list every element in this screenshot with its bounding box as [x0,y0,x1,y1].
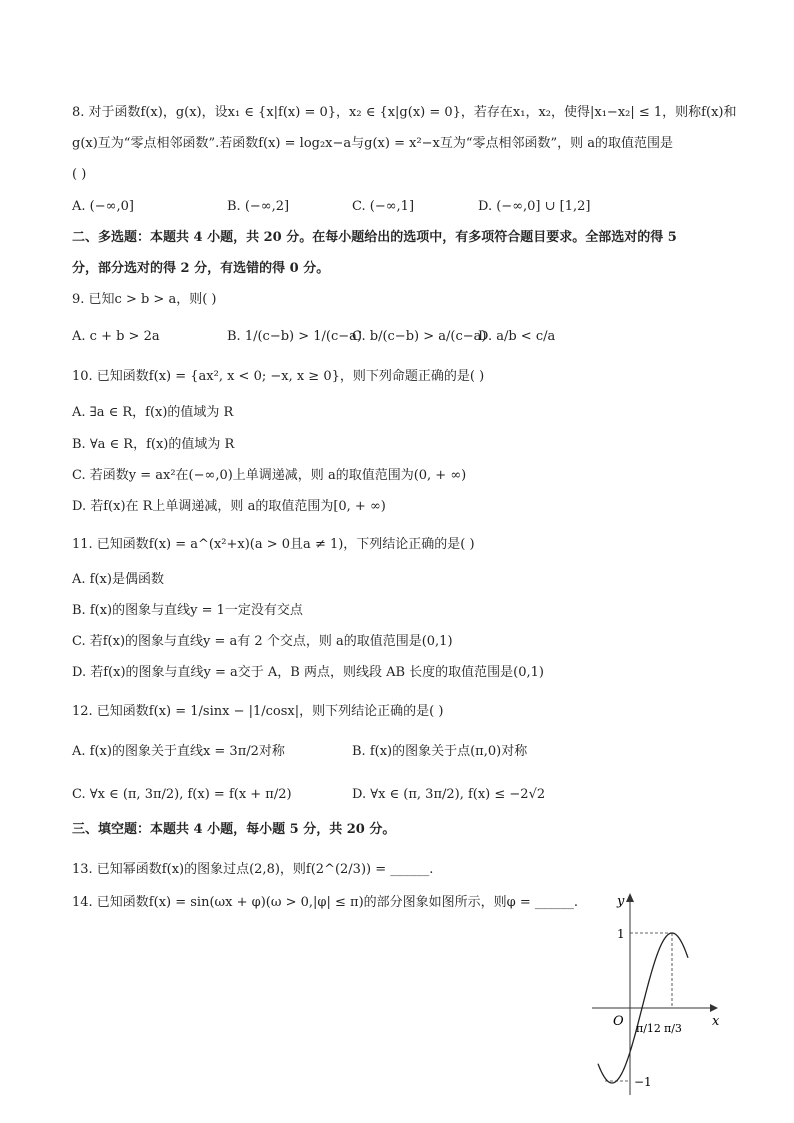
q10-option-d: D. 若f(x)在 R上单调递减，则 a的取值范围为[0, + ∞) [72,499,386,514]
q9-option-a: A. c + b > 2a [72,329,160,344]
q8-option-b: B. (−∞,2] [227,199,290,214]
q8-line3: ( ) [72,167,87,182]
q13-stem: 13. 已知幂函数f(x)的图象过点(2,8)，则f(2^(2/3)) = ______. [72,862,434,877]
q8-line1: 8. 对于函数f(x)，g(x)，设x₁ ∈ {x|f(x) = 0}，x₂ ∈ {x|g(x) = 0}，若存在x₁，x₂，使得|x₁−x₂| ≤ 1，则称f(x)和 [72,105,737,120]
q9-option-b: B. 1/(c−b) > 1/(c−a) [227,329,362,344]
section2-line1: 二、多选题：本题共 4 小题，共 20 分。在每小题给出的选项中，有多项符合题目要求。全部选对的得 5 [72,230,677,245]
sine-graph [580,885,740,1100]
x-tick1-label: π/12 [636,1022,661,1035]
q9-stem: 9. 已知c > b > a，则( ) [72,292,217,307]
y-tick-bottom-label: −1 [634,1075,652,1089]
x-axis-arrow [710,1004,718,1012]
q11-option-b: B. f(x)的图象与直线y = 1一定没有交点 [72,603,303,618]
q12-option-d: D. ∀x ∈ (π, 3π/2), f(x) ≤ −2√2 [352,787,546,802]
x-axis-label: x [712,1014,720,1029]
q12-stem: 12. 已知函数f(x) = 1/sinx − |1/cosx|，则下列结论正确的是( ) [72,704,444,719]
q10-option-c: C. 若函数y = ax²在(−∞,0)上单调递减，则 a的取值范围为(0, + ∞) [72,468,467,483]
q11-option-d: D. 若f(x)的图象与直线y = a交于 A，B 两点，则线段 AB 长度的取值范围是(0,1) [72,665,544,680]
q10-stem: 10. 已知函数f(x) = {ax², x < 0; −x, x ≥ 0}，则下列命题正确的是( ) [72,369,485,384]
y-tick-top-label: 1 [617,927,625,941]
q14-stem: 14. 已知函数f(x) = sin(ωx + φ)(ω > 0,|φ| ≤ π)的部分图象如图所示，则φ = ______. [72,895,579,910]
section3-heading: 三、填空题：本题共 4 小题，每小题 5 分，共 20 分。 [72,822,396,837]
q8-line2: g(x)互为“零点相邻函数”.若函数f(x) = log₂x−a与g(x) = x²−x互为“零点相邻函数”，则 a的取值范围是 [72,136,674,151]
q11-stem: 11. 已知函数f(x) = a^(x²+x)(a > 0且a ≠ 1)，下列结论正确的是( ) [72,537,475,552]
x-tick2-label: π/3 [664,1022,682,1035]
q10-option-b: B. ∀a ∈ R，f(x)的值域为 R [72,437,235,452]
q10-option-a: A. ∃a ∈ R，f(x)的值域为 R [72,405,234,420]
q8-option-a: A. (−∞,0] [72,199,134,214]
q12-option-c: C. ∀x ∈ (π, 3π/2), f(x) = f(x + π/2) [72,787,292,802]
q8-option-c: C. (−∞,1] [352,199,415,214]
y-axis-arrow [626,893,634,902]
q8-option-d: D. (−∞,0] ∪ [1,2] [478,199,591,214]
y-axis-label: y [617,894,625,909]
q9-option-d: D. a/b < c/a [478,329,556,344]
q12-option-b: B. f(x)的图象关于点(π,0)对称 [352,744,528,759]
origin-label: O [613,1014,624,1029]
q12-option-a: A. f(x)的图象关于直线x = 3π/2对称 [72,744,285,759]
section2-line2: 分，部分选对的得 2 分，有选错的得 0 分。 [72,261,330,276]
q9-option-c: C. b/(c−b) > a/(c−a) [352,329,487,344]
q11-option-a: A. f(x)是偶函数 [72,572,164,587]
q11-option-c: C. 若f(x)的图象与直线y = a有 2 个交点，则 a的取值范围是(0,1) [72,634,453,649]
